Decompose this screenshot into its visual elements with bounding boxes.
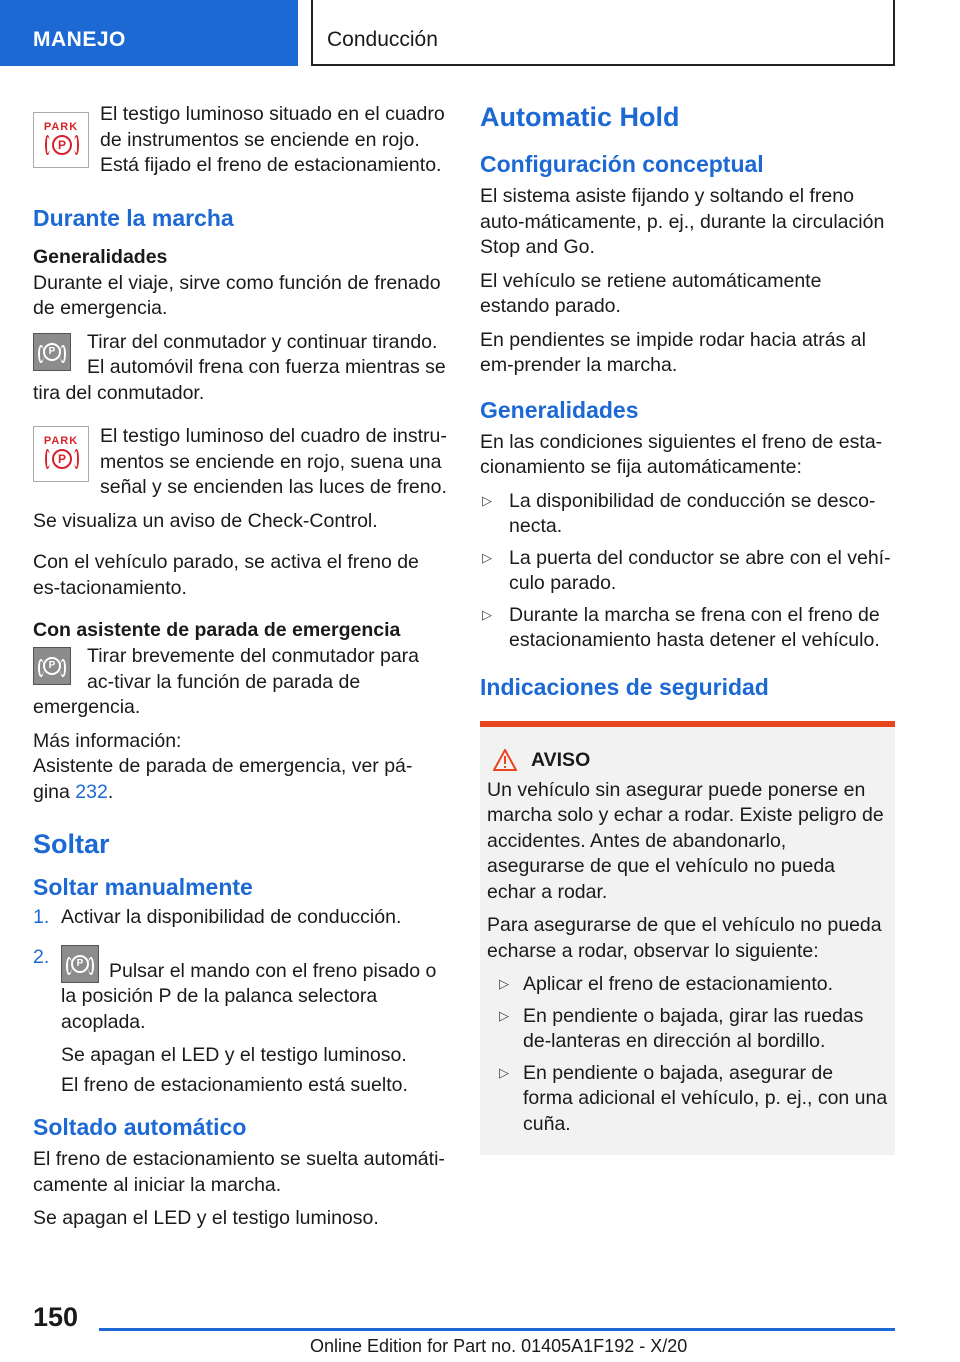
step-2 [33, 945, 448, 1099]
bullet-triangle-icon: ▷ [482, 549, 492, 565]
park-warning-icon: PARK P [33, 426, 89, 482]
heading-asistente: Con asistente de parada de emergencia [33, 619, 401, 641]
parking-brake-switch-icon: P [33, 333, 71, 371]
bullet-triangle-icon: ▷ [482, 492, 492, 508]
config-text-3: En pendientes se impide rodar hacia atrás al em‐prender la marcha. [480, 328, 866, 376]
park-indicator-block [33, 102, 448, 179]
park-warning-icon: PARK P [33, 112, 89, 168]
mas-info-label: Más información: [33, 729, 182, 752]
footer-divider [99, 1328, 895, 1331]
step-text: Activar la disponibilidad de conducción. [61, 906, 402, 928]
heading-soltar-manual: Soltar manualmente [33, 874, 253, 900]
warning-text-2: Para asegurarse de que el vehículo no pueda echarse a rodar, observar lo siguiente: [487, 914, 882, 962]
step-1 [33, 905, 448, 931]
bullet-triangle-icon: ▷ [482, 606, 492, 622]
gen-text: En las condiciones siguientes el freno de esta‐cionamiento se fija automáticamente: [480, 430, 883, 478]
warning-header [487, 749, 888, 772]
bullet-triangle-icon: ▷ [499, 1007, 509, 1023]
step-led-text: Se apagan el LED y el testigo luminoso. [61, 1044, 407, 1066]
park-intro-text: El testigo luminoso situado en el cuadro de instrumentos se enciende en rojo. Está fijado el freno de estacionamiento. [100, 103, 445, 176]
heading-automatic-hold: Automatic Hold [480, 102, 680, 132]
parking-brake-switch-icon: P [33, 647, 71, 685]
asistente-text: Tirar brevemente del conmutador para ac‐tivar la función de parada de emergencia. [33, 645, 420, 718]
step-number: 2. [33, 945, 50, 968]
parado-text: Con el vehículo parado, se activa el freno de es‐tacionamiento. [33, 551, 419, 599]
list-item: ▷ En pendiente o bajada, asegurar de forma adicional el vehículo, p. ej., con una cuña. [499, 1061, 888, 1135]
page-link-232[interactable]: 232 [75, 780, 108, 803]
generalidades-text: Durante el viaje, sirve como función de frenado de emergencia. [33, 271, 441, 319]
tirar-text: Tirar del conmutador y continuar tirando. El automóvil frena con fuerza mientras se tira del conmutador. [33, 330, 446, 404]
bullet-triangle-icon: ▷ [499, 976, 509, 991]
right-column [480, 100, 895, 1155]
heading-generalidades-left: Generalidades [33, 245, 168, 268]
list-item: ▷ Durante la marcha se frena con el freno de estacionamiento hasta detener el vehículo. [482, 603, 880, 651]
parking-brake-switch-icon: P [61, 945, 99, 983]
config-text-1: El sistema asiste fijando y soltando el freno auto‐máticamente, p. ej., durante la circulación Stop and Go. [480, 185, 885, 258]
testigo-text: El testigo luminoso del cuadro de instru‐mentos se enciende en rojo, suena una señal y se encienden las luces de freno. [100, 425, 447, 498]
list-item: ▷ La puerta del conductor se abre con el vehí‐culo parado. [482, 546, 891, 594]
warning-title: AVISO [531, 748, 591, 771]
footer-edition: Online Edition for Part no. 01405A1F192 - X/20 [310, 1336, 688, 1356]
check-control-text: Se visualiza un aviso de Check-Control. [33, 509, 378, 532]
list-item: ▷ Aplicar el freno de estacionamiento. [499, 973, 834, 995]
list-item: ▷ La disponibilidad de conducción se desco‐necta. [482, 489, 876, 537]
section-title: MANEJO [33, 28, 126, 51]
heading-generalidades-right: Generalidades [480, 396, 639, 423]
list-item: ▷ En pendiente o bajada, girar las ruedas de‐lanteras en dirección al bordillo. [499, 1004, 864, 1052]
step-freno-text: El freno de estacionamiento está suelto. [61, 1073, 408, 1096]
heading-configuracion: Configuración conceptual [480, 151, 764, 177]
heading-durante: Durante la marcha [33, 204, 234, 231]
left-column [33, 100, 448, 1240]
warning-text-1: Un vehículo sin asegurar puede ponerse en marcha solo y echar a rodar. Existe peligro de accidentes. Antes de abandonarlo, asegurarse de que el vehículo no pueda echar a rodar. [487, 778, 884, 903]
soltado-text-2: Se apagan el LED y el testigo luminoso. [33, 1207, 379, 1229]
page-number: 150 [33, 1302, 79, 1332]
chapter-tab [311, 0, 895, 66]
heading-soltar: Soltar [33, 829, 110, 859]
asistente-block [33, 644, 448, 721]
step-number: 1. [33, 906, 50, 928]
bullet-triangle-icon: ▷ [499, 1064, 509, 1080]
cross-reference: Asistente de parada de emergencia, ver pá‐gina 232. [33, 755, 413, 803]
heading-soltado: Soltado automático [33, 1114, 247, 1140]
config-text-2: El vehículo se retiene automáticamente estando parado. [480, 269, 822, 317]
park-indicator-block-2 [33, 424, 448, 501]
step-text: P Pulsar el mando con el freno pisado o la posición P de la palanca selectora acoplada. [61, 945, 448, 1036]
soltado-text-1: El freno de estacionamiento se suelta automáti‐camente al iniciar la marcha. [33, 1148, 445, 1196]
section-tab[interactable] [0, 0, 298, 66]
warning-box [480, 721, 895, 1156]
chapter-title: Conducción [327, 28, 438, 51]
warning-triangle-icon [493, 749, 517, 771]
heading-seguridad: Indicaciones de seguridad [480, 673, 769, 700]
tirar-block [33, 330, 448, 407]
